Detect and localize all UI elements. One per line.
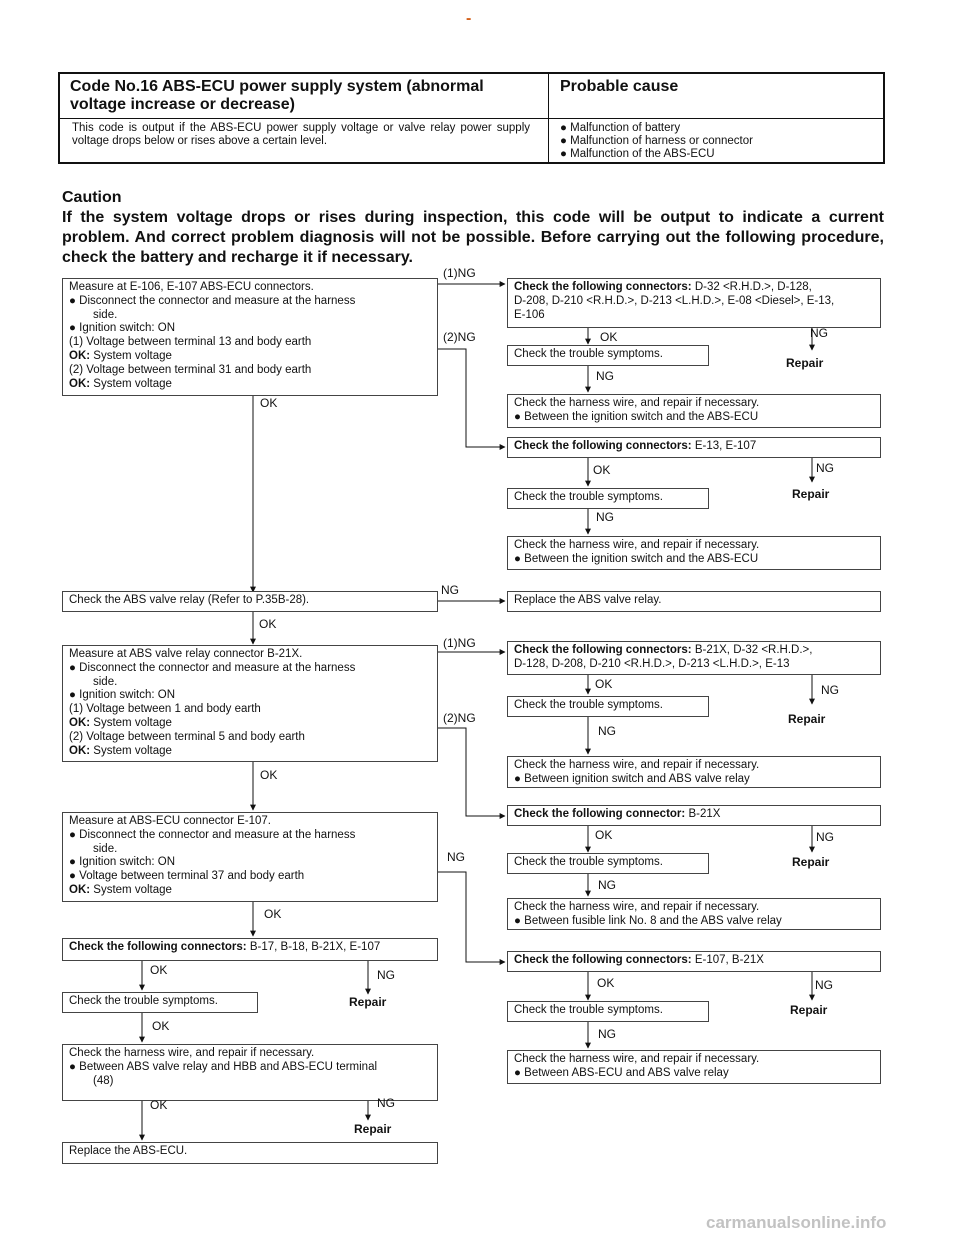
repair-label: Repair: [788, 712, 826, 726]
repair-label: Repair: [790, 1003, 828, 1017]
trouble-symptoms-box: Check the trouble symptoms.: [507, 696, 709, 717]
check-connectors-2-box: Check the following connectors: E-13, E-107: [507, 437, 881, 458]
probable-cause-title: Probable cause: [560, 78, 679, 95]
trouble-symptoms-box: Check the trouble symptoms.: [507, 488, 709, 509]
flow-label: NG: [596, 510, 614, 524]
check-connectors-1-box: Check the following connectors: D-32 <R.H.D.>, D-128, D-208, D-210 <R.H.D.>, D-213 <L.H.D.>, E-08 <Diesel>, E-13, E-106: [507, 278, 881, 328]
check-connectors-6-box: Check the following connectors: E-107, B-21X: [507, 951, 881, 972]
flow-label: OK: [150, 963, 168, 977]
trouble-symptoms-box: Check the trouble symptoms.: [507, 853, 709, 874]
flow-label: NG: [596, 369, 614, 383]
harness-check-box: Check the harness wire, and repair if necessary. ● Between the ignition switch and the ABS-ECU: [507, 394, 881, 428]
caution-text: If the system voltage drops or rises during inspection, this code will be output to indicate a current problem. And correct problem diagnosis will not be possible. Before carrying out the following procedure, check the battery and recharge it if necessary.: [62, 209, 884, 266]
check-connectors-3-box: Check the following connectors: B-21X, D-32 <R.H.D.>, D-128, D-208, D-210 <R.H.D.>, D-213 <L.H.D.>, E-13: [507, 641, 881, 675]
check-valve-relay-box: Check the ABS valve relay (Refer to P.35B-28).: [62, 591, 438, 612]
replace-valve-relay-box: Replace the ABS valve relay.: [507, 591, 881, 612]
repair-label: Repair: [792, 487, 830, 501]
flow-label: NG: [377, 1096, 395, 1110]
flow-label: NG: [441, 583, 459, 597]
harness-check-box: Check the harness wire, and repair if necessary. ● Between ABS-ECU and ABS valve relay: [507, 1050, 881, 1084]
flow-label: NG: [810, 326, 828, 340]
harness-check-box: Check the harness wire, and repair if necessary. ● Between ignition switch and ABS valve relay: [507, 756, 881, 788]
flow-label: NG: [598, 724, 616, 738]
harness-check-box: Check the harness wire, and repair if necessary. ● Between ABS valve relay and HBB and ABS-ECU terminal (48): [62, 1044, 438, 1101]
flow-label: OK: [597, 976, 615, 990]
flow-label: OK: [264, 907, 282, 921]
flow-label: NG: [816, 830, 834, 844]
code-description: This code is output if the ABS-ECU power supply voltage or valve relay power supply voltage drops below or rises above a certain level.: [72, 122, 530, 147]
trouble-symptoms-box: Check the trouble symptoms.: [507, 345, 709, 366]
replace-abs-ecu-box: Replace the ABS-ECU.: [62, 1142, 438, 1164]
flow-label: (2)NG: [443, 330, 476, 344]
flow-label: OK: [600, 330, 618, 344]
flow-label: OK: [260, 396, 278, 410]
flow-label: OK: [150, 1098, 168, 1112]
flow-label: OK: [595, 828, 613, 842]
caution-title: Caution: [62, 189, 122, 206]
repair-label: Repair: [786, 356, 824, 370]
flow-label: (2)NG: [443, 711, 476, 725]
repair-label: Repair: [349, 995, 387, 1009]
flow-label: NG: [447, 850, 465, 864]
flow-label: NG: [815, 978, 833, 992]
flow-label: (1)NG: [443, 636, 476, 650]
flow-label: OK: [260, 768, 278, 782]
watermark: carmanualsonline.info: [706, 1213, 887, 1232]
flow-label: (1)NG: [443, 266, 476, 280]
trouble-symptoms-box: Check the trouble symptoms.: [62, 992, 258, 1013]
flow-label: NG: [377, 968, 395, 982]
cause-item: ● Malfunction of harness or connector: [560, 135, 753, 147]
repair-label: Repair: [792, 855, 830, 869]
measure-ecu-connectors-box: Measure at E-106, E-107 ABS-ECU connectors. ● Disconnect the connector and measure at the harness side. ● Ignition switch: ON (1) Voltage between terminal 13 and body earth OK: System voltage (2) Voltage between terminal 31 and body earth OK: System voltage: [62, 278, 438, 396]
measure-ecu-e107-box: Measure at ABS-ECU connector E-107. ● Disconnect the connector and measure at the harness side. ● Ignition switch: ON ● Voltage between terminal 37 and body earth OK: System voltage: [62, 812, 438, 902]
trouble-symptoms-box: Check the trouble symptoms.: [507, 1001, 709, 1022]
flow-label: NG: [598, 878, 616, 892]
flow-label: NG: [816, 461, 834, 475]
flow-label: OK: [259, 617, 277, 631]
flow-label: OK: [593, 463, 611, 477]
flow-label: OK: [595, 677, 613, 691]
measure-relay-connector-box: Measure at ABS valve relay connector B-21X. ● Disconnect the connector and measure at the harness side. ● Ignition switch: ON (1) Voltage between 1 and body earth OK: System voltage (2) Voltage between terminal 5 and body earth OK: System voltage: [62, 645, 438, 762]
code-title: Code No.16 ABS-ECU power supply system (abnormal voltage increase or decrease): [70, 78, 484, 113]
repair-label: Repair: [354, 1122, 392, 1136]
flow-label: NG: [821, 683, 839, 697]
flow-label: NG: [598, 1027, 616, 1041]
page-mark: -: [466, 10, 472, 27]
harness-check-box: Check the harness wire, and repair if necessary. ● Between fusible link No. 8 and the ABS valve relay: [507, 898, 881, 930]
check-connector-4-box: Check the following connector: B-21X: [507, 805, 881, 826]
check-connectors-5-box: Check the following connectors: B-17, B-18, B-21X, E-107: [62, 938, 438, 961]
cause-item: ● Malfunction of battery: [560, 122, 681, 134]
flow-label: OK: [152, 1019, 170, 1033]
harness-check-box: Check the harness wire, and repair if necessary. ● Between the ignition switch and the ABS-ECU: [507, 536, 881, 570]
cause-item: ● Malfunction of the ABS-ECU: [560, 148, 715, 160]
